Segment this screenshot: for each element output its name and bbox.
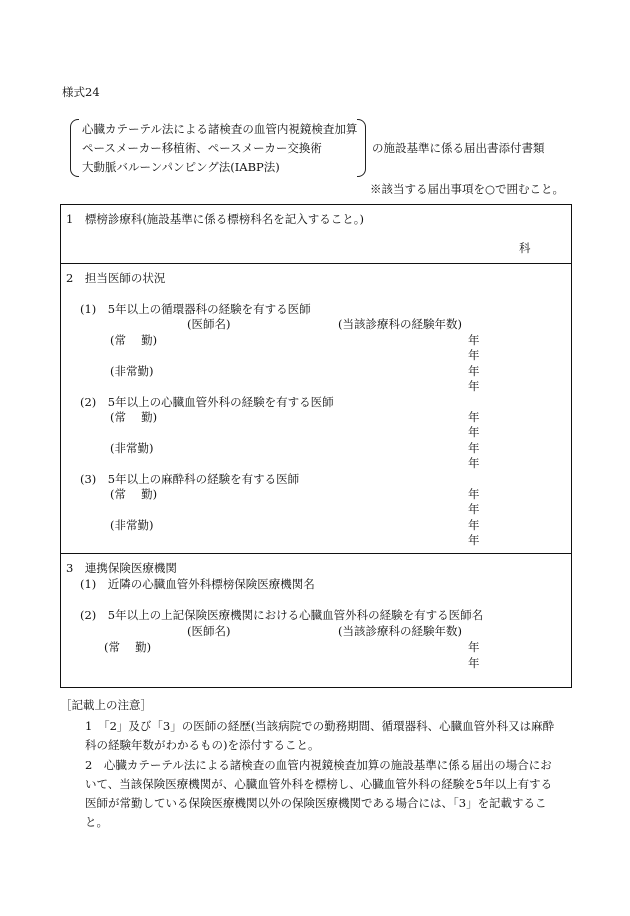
section1-unit: 科 xyxy=(519,241,531,255)
year-field: 年 xyxy=(468,502,480,516)
title-suffix: の施設基準に係る届出書添付書類 xyxy=(372,141,545,155)
parttime-label: (非常勤) xyxy=(110,364,154,378)
section2-item2-title: (2) 5年以上の心臓血管外科の経験を有する医師 xyxy=(80,395,334,409)
left-brace xyxy=(70,119,79,177)
divider-1 xyxy=(60,263,572,264)
year-field: 年 xyxy=(468,348,480,362)
header-line-2: ペースメーカー移植術、ペースメーカー交換術 xyxy=(82,141,322,155)
year-field: 年 xyxy=(468,425,480,439)
parttime-label: (非常勤) xyxy=(110,441,154,455)
fulltime-label: (常 勤) xyxy=(110,487,158,501)
section3-item1: (1) 近隣の心臓血管外科標榜保険医療機関名 xyxy=(80,577,315,591)
notes-line: 医師が常勤している保険医療機関以外の保険医療機関である場合には、「3」を記載するこ xyxy=(85,796,547,810)
year-field: 年 xyxy=(468,379,480,393)
divider-2 xyxy=(60,553,572,554)
section1-heading: 1 標榜診療科(施設基準に係る標榜科名を記入すること。) xyxy=(66,212,365,226)
notes-line: 1 「2」及び「3」の医師の経歴(当該病院での勤務期間、循環器科、心臓血管外科又は麻酔 xyxy=(85,719,555,733)
section3-item2: (2) 5年以上の上記保険医療機関における心臓血管外科の経験を有する医師名 xyxy=(80,608,484,622)
form-number: 様式24 xyxy=(62,85,100,99)
right-brace xyxy=(357,119,366,177)
header-line-1: 心臓カテーテル法による諸検査の血管内視鏡検査加算 xyxy=(82,122,358,136)
fulltime-label: (常 勤) xyxy=(104,640,152,654)
section2-item1-title: (1) 5年以上の循環器科の経験を有する医師 xyxy=(80,302,311,316)
year-field: 年 xyxy=(468,656,480,670)
col-years: (当該診療科の経験年数) xyxy=(338,624,462,638)
year-field: 年 xyxy=(468,410,480,424)
col-doctor-name: (医師名) xyxy=(187,317,231,331)
year-field: 年 xyxy=(468,533,480,547)
year-field: 年 xyxy=(468,640,480,654)
year-field: 年 xyxy=(468,364,480,378)
year-field: 年 xyxy=(468,518,480,532)
section2-item3-title: (3) 5年以上の麻酔科の経験を有する医師 xyxy=(80,472,300,486)
year-field: 年 xyxy=(468,456,480,470)
year-field: 年 xyxy=(468,441,480,455)
year-field: 年 xyxy=(468,487,480,501)
year-field: 年 xyxy=(468,333,480,347)
instruction-note: ※該当する届出事項を○で囲むこと。 xyxy=(370,182,565,196)
col-doctor-name: (医師名) xyxy=(187,624,231,638)
notes-line: 科の経験年数がわかるもの)を添付すること。 xyxy=(85,738,320,752)
section2-heading: 2 担当医師の状況 xyxy=(66,271,166,285)
notes-line: いて、当該保険医療機関が、心臓血管外科を標榜し、心臓血管外科の経験を5年以上有する xyxy=(85,777,553,791)
notes-line: 2 心臓カテーテル法による諸検査の血管内視鏡検査加算の施設基準に係る届出の場合にお xyxy=(85,758,552,772)
notes-heading: ［記載上の注意］ xyxy=(60,698,152,712)
notes-line: と。 xyxy=(85,815,108,829)
header-line-3: 大動脈バルーンパンピング法(IABP法) xyxy=(82,160,280,174)
section3-heading: 3 連携保険医療機関 xyxy=(66,561,177,575)
col-years: (当該診療科の経験年数) xyxy=(338,317,462,331)
parttime-label: (非常勤) xyxy=(110,518,154,532)
fulltime-label: (常 勤) xyxy=(110,410,158,424)
fulltime-label: (常 勤) xyxy=(110,333,158,347)
